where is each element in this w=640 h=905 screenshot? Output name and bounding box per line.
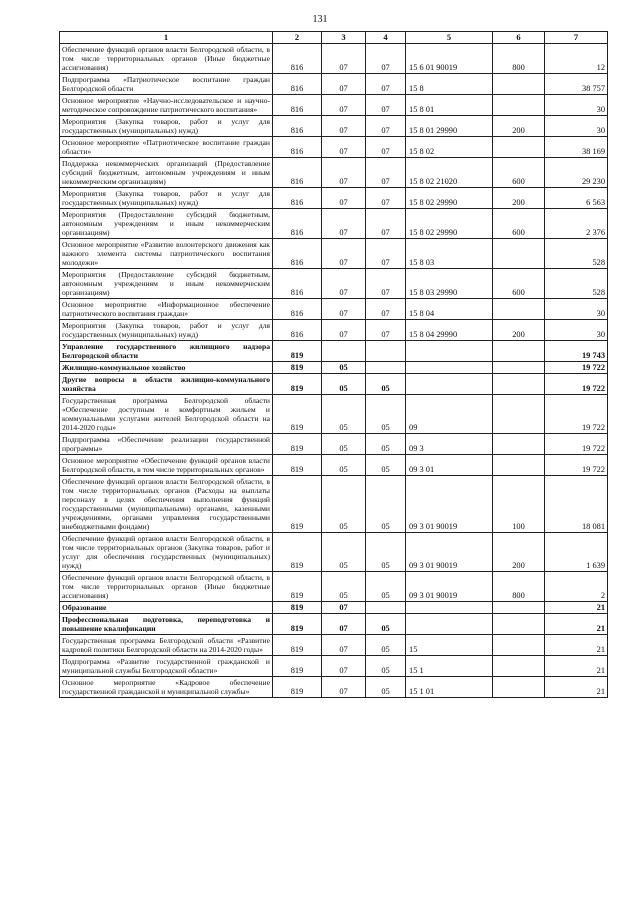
row-section-code: 07: [322, 239, 366, 269]
row-expense-type: [493, 137, 545, 158]
row-ministry-code: 819: [273, 677, 322, 698]
row-amount: 19 722: [545, 374, 608, 395]
row-ministry-code: 819: [273, 455, 322, 476]
row-target-article: 09 3 01 90019: [406, 476, 493, 533]
row-section-code: 05: [322, 572, 366, 602]
row-target-article: [406, 341, 493, 362]
row-section-code: 07: [322, 116, 366, 137]
row-section-code: 07: [322, 635, 366, 656]
row-target-article: 15 8 03 29990: [406, 269, 493, 299]
row-subsection-code: 07: [366, 320, 406, 341]
header-col-7: 7: [545, 32, 608, 44]
row-target-article: 15 8 01 29990: [406, 116, 493, 137]
row-expense-type: [493, 677, 545, 698]
row-section-code: 07: [322, 269, 366, 299]
table-row: [60, 677, 608, 698]
row-amount: 1 639: [545, 533, 608, 572]
table-row: [60, 209, 608, 239]
row-description: Основное мероприятие «Развитие волонтерского движения как важного элемента системы патриотического воспитания молодежи»: [60, 239, 273, 269]
row-ministry-code: 816: [273, 188, 322, 209]
row-section-code: 05: [322, 476, 366, 533]
row-description: Основное мероприятие «Научно-исследовательское и научно-методическое сопровождение патриотического воспитания»: [60, 95, 273, 116]
row-amount: 21: [545, 635, 608, 656]
row-description: Обеспечение функций органов власти Белгородской области, в том числе территориальных органов (Расходы на выплаты персоналу в целях обеспечения выполнения функций государственными (муниципальными) органами, казенными учреждениями, органами управления государственными внебюджетными фондами): [60, 476, 273, 533]
row-amount: 21: [545, 602, 608, 614]
row-description: Основное мероприятие «Кадровое обеспечение государственной гражданской и муниципальной службы»: [60, 677, 273, 698]
row-expense-type: [493, 602, 545, 614]
row-subsection-code: 07: [366, 239, 406, 269]
row-subsection-code: 07: [366, 116, 406, 137]
row-section-code: 05: [322, 533, 366, 572]
row-amount: 19 722: [545, 362, 608, 374]
table-body: [60, 44, 608, 698]
table-row: [60, 434, 608, 455]
row-ministry-code: 819: [273, 635, 322, 656]
row-target-article: 15 1 01: [406, 677, 493, 698]
row-description: Управление государственного жилищного надзора Белгородской области: [60, 341, 273, 362]
row-amount: 21: [545, 677, 608, 698]
header-col-3: 3: [322, 32, 366, 44]
row-ministry-code: 819: [273, 395, 322, 434]
row-amount: 30: [545, 320, 608, 341]
row-description: Обеспечение функций органов власти Белгородской области, в том числе территориальных органов (Иные бюджетные ассигнования): [60, 572, 273, 602]
row-description: Основное мероприятие «Информационное обеспечение патриотического воспитания граждан»: [60, 299, 273, 320]
row-section-code: 07: [322, 158, 366, 188]
row-description: Образование: [60, 602, 273, 614]
row-ministry-code: 816: [273, 74, 322, 95]
row-section-code: 07: [322, 44, 366, 74]
row-subsection-code: 07: [366, 137, 406, 158]
row-expense-type: 100: [493, 476, 545, 533]
row-subsection-code: [366, 602, 406, 614]
row-section-code: [322, 341, 366, 362]
row-target-article: [406, 374, 493, 395]
table-row: [60, 239, 608, 269]
row-amount: 21: [545, 656, 608, 677]
row-expense-type: 200: [493, 320, 545, 341]
table-row: [60, 299, 608, 320]
row-subsection-code: 05: [366, 455, 406, 476]
row-section-code: 07: [322, 137, 366, 158]
table-row: [60, 614, 608, 635]
row-section-code: 05: [322, 455, 366, 476]
row-amount: 30: [545, 95, 608, 116]
table-row: [60, 95, 608, 116]
row-description: Государственная программа Белгородской области «Развитие кадровой политики Белгородской области на 2014-2020 годы»: [60, 635, 273, 656]
row-amount: 18 081: [545, 476, 608, 533]
row-ministry-code: 816: [273, 320, 322, 341]
row-ministry-code: 819: [273, 656, 322, 677]
row-subsection-code: 05: [366, 614, 406, 635]
row-ministry-code: 819: [273, 374, 322, 395]
table-row: [60, 137, 608, 158]
row-subsection-code: 05: [366, 572, 406, 602]
row-target-article: [406, 602, 493, 614]
row-ministry-code: 819: [273, 533, 322, 572]
table-row: [60, 158, 608, 188]
row-description: Мероприятия (Предоставление субсидий бюджетным, автономным учреждениям и иным некоммерческим организациям): [60, 209, 273, 239]
row-subsection-code: 07: [366, 158, 406, 188]
table-row: [60, 476, 608, 533]
row-subsection-code: 05: [366, 434, 406, 455]
table-row: [60, 44, 608, 74]
row-ministry-code: 816: [273, 95, 322, 116]
row-ministry-code: 819: [273, 476, 322, 533]
row-ministry-code: 816: [273, 44, 322, 74]
row-subsection-code: 07: [366, 299, 406, 320]
table-row: [60, 374, 608, 395]
row-ministry-code: 819: [273, 602, 322, 614]
header-col-6: 6: [493, 32, 545, 44]
row-section-code: 07: [322, 677, 366, 698]
row-expense-type: [493, 656, 545, 677]
budget-table: [59, 31, 608, 698]
table-row: [60, 116, 608, 137]
table-row: [60, 635, 608, 656]
row-ministry-code: 819: [273, 341, 322, 362]
row-subsection-code: 07: [366, 74, 406, 95]
row-section-code: 05: [322, 434, 366, 455]
row-subsection-code: 05: [366, 476, 406, 533]
table-row: [60, 362, 608, 374]
row-ministry-code: 819: [273, 362, 322, 374]
row-subsection-code: [366, 341, 406, 362]
row-ministry-code: 816: [273, 269, 322, 299]
row-expense-type: 200: [493, 116, 545, 137]
header-col-2: 2: [273, 32, 322, 44]
row-amount: 12: [545, 44, 608, 74]
row-expense-type: [493, 341, 545, 362]
table-row: [60, 533, 608, 572]
row-expense-type: 200: [493, 188, 545, 209]
row-description: Жилищно-коммунальное хозяйство: [60, 362, 273, 374]
row-description: Государственная программа Белгородской области «Обеспечение доступным и комфортным жильем и коммунальными услугами жителей Белгородской области на 2014-2020 годы»: [60, 395, 273, 434]
row-expense-type: [493, 74, 545, 95]
row-expense-type: [493, 635, 545, 656]
row-subsection-code: 05: [366, 533, 406, 572]
row-section-code: 07: [322, 188, 366, 209]
table-row: [60, 395, 608, 434]
row-subsection-code: 07: [366, 44, 406, 74]
row-expense-type: 600: [493, 158, 545, 188]
row-amount: 38 169: [545, 137, 608, 158]
row-target-article: 15 8: [406, 74, 493, 95]
row-section-code: 05: [322, 374, 366, 395]
row-expense-type: 800: [493, 44, 545, 74]
row-amount: 2 376: [545, 209, 608, 239]
row-description: Профессиональная подготовка, переподготовка и повышение квалификации: [60, 614, 273, 635]
table-row: [60, 572, 608, 602]
table-row: [60, 602, 608, 614]
row-ministry-code: 816: [273, 209, 322, 239]
row-target-article: 15 8 02 29990: [406, 188, 493, 209]
row-target-article: 15 8 02: [406, 137, 493, 158]
row-target-article: 15: [406, 635, 493, 656]
row-target-article: 15 8 01: [406, 95, 493, 116]
row-amount: 528: [545, 269, 608, 299]
row-target-article: 09 3 01: [406, 455, 493, 476]
row-target-article: [406, 362, 493, 374]
header-row: [60, 32, 608, 44]
row-ministry-code: 819: [273, 434, 322, 455]
table-row: [60, 341, 608, 362]
row-description: Обеспечение функций органов власти Белгородской области, в том числе территориальных органов (Закупка товаров, работ и услуг для обеспечения государственных (муниципальных) нужд): [60, 533, 273, 572]
row-section-code: 07: [322, 95, 366, 116]
header-col-5: 5: [406, 32, 493, 44]
row-section-code: 07: [322, 74, 366, 95]
row-section-code: 07: [322, 320, 366, 341]
row-description: Другие вопросы в области жилищно-коммунального хозяйства: [60, 374, 273, 395]
row-description: Подпрограмма «Патриотическое воспитание граждан Белгородской области: [60, 74, 273, 95]
row-amount: 6 563: [545, 188, 608, 209]
row-expense-type: 600: [493, 269, 545, 299]
row-expense-type: [493, 374, 545, 395]
row-section-code: 07: [322, 602, 366, 614]
row-amount: 19 722: [545, 434, 608, 455]
row-target-article: 15 6 01 90019: [406, 44, 493, 74]
row-section-code: 05: [322, 395, 366, 434]
row-subsection-code: 05: [366, 395, 406, 434]
row-amount: 19 722: [545, 395, 608, 434]
row-section-code: 07: [322, 209, 366, 239]
table-row: [60, 74, 608, 95]
row-section-code: 07: [322, 614, 366, 635]
row-subsection-code: 05: [366, 635, 406, 656]
row-section-code: 07: [322, 656, 366, 677]
row-subsection-code: 07: [366, 269, 406, 299]
row-expense-type: [493, 95, 545, 116]
row-target-article: 09 3: [406, 434, 493, 455]
row-section-code: 05: [322, 362, 366, 374]
row-amount: 528: [545, 239, 608, 269]
table-row: [60, 269, 608, 299]
row-ministry-code: 816: [273, 239, 322, 269]
table-row: [60, 656, 608, 677]
row-target-article: 15 8 02 21020: [406, 158, 493, 188]
row-ministry-code: 819: [273, 572, 322, 602]
row-subsection-code: 07: [366, 209, 406, 239]
row-target-article: 15 8 02 29990: [406, 209, 493, 239]
row-expense-type: [493, 362, 545, 374]
row-expense-type: [493, 299, 545, 320]
header-col-4: 4: [366, 32, 406, 44]
row-description: Основное мероприятие «Патриотическое воспитание граждан области»: [60, 137, 273, 158]
row-description: Мероприятия (Закупка товаров, работ и услуг для государственных (муниципальных) нужд): [60, 188, 273, 209]
row-expense-type: [493, 395, 545, 434]
row-target-article: 15 1: [406, 656, 493, 677]
row-amount: 21: [545, 614, 608, 635]
row-subsection-code: 05: [366, 374, 406, 395]
row-amount: 2: [545, 572, 608, 602]
row-section-code: 07: [322, 299, 366, 320]
row-subsection-code: [366, 362, 406, 374]
row-expense-type: 800: [493, 572, 545, 602]
row-amount: 19 743: [545, 341, 608, 362]
row-target-article: [406, 614, 493, 635]
row-subsection-code: 07: [366, 95, 406, 116]
row-ministry-code: 816: [273, 137, 322, 158]
row-amount: 19 722: [545, 455, 608, 476]
table-row: [60, 320, 608, 341]
row-description: Мероприятия (Закупка товаров, работ и услуг для государственных (муниципальных) нужд): [60, 320, 273, 341]
row-description: Основное мероприятие «Обеспечение функций органов власти Белгородской области, в том числе территориальных органов»: [60, 455, 273, 476]
table-row: [60, 188, 608, 209]
row-description: Подпрограмма «Развитие государственной гражданской и муниципальной службы Белгородской области»: [60, 656, 273, 677]
row-ministry-code: 816: [273, 116, 322, 137]
table-row: [60, 455, 608, 476]
row-subsection-code: 05: [366, 677, 406, 698]
header-col-1: 1: [60, 32, 273, 44]
row-amount: 29 230: [545, 158, 608, 188]
row-description: Поддержка некоммерческих организаций (Предоставление субсидий бюджетным, автономным учреждениям и иным некоммерческим организациям): [60, 158, 273, 188]
row-amount: 38 757: [545, 74, 608, 95]
row-target-article: 15 8 04 29990: [406, 320, 493, 341]
row-expense-type: 600: [493, 209, 545, 239]
row-expense-type: [493, 614, 545, 635]
row-description: Мероприятия (Закупка товаров, работ и услуг для государственных (муниципальных) нужд): [60, 116, 273, 137]
row-ministry-code: 816: [273, 299, 322, 320]
row-expense-type: [493, 434, 545, 455]
row-amount: 30: [545, 299, 608, 320]
row-target-article: 09 3 01 90019: [406, 572, 493, 602]
row-expense-type: [493, 455, 545, 476]
row-description: Обеспечение функций органов власти Белгородской области, в том числе территориальных органов (Иные бюджетные ассигнования): [60, 44, 273, 74]
row-target-article: 15 8 04: [406, 299, 493, 320]
row-expense-type: [493, 239, 545, 269]
row-ministry-code: 816: [273, 158, 322, 188]
row-description: Мероприятия (Предоставление субсидий бюджетным, автономным учреждениям и иным некоммерческим организациям): [60, 269, 273, 299]
row-target-article: 09 3 01 90019: [406, 533, 493, 572]
row-ministry-code: 819: [273, 614, 322, 635]
row-amount: 30: [545, 116, 608, 137]
row-target-article: 15 8 03: [406, 239, 493, 269]
row-subsection-code: 07: [366, 188, 406, 209]
row-subsection-code: 05: [366, 656, 406, 677]
row-target-article: 09: [406, 395, 493, 434]
row-description: Подпрограмма «Обеспечение реализации государственной программы»: [60, 434, 273, 455]
page-number: 131: [312, 14, 328, 25]
row-expense-type: 200: [493, 533, 545, 572]
